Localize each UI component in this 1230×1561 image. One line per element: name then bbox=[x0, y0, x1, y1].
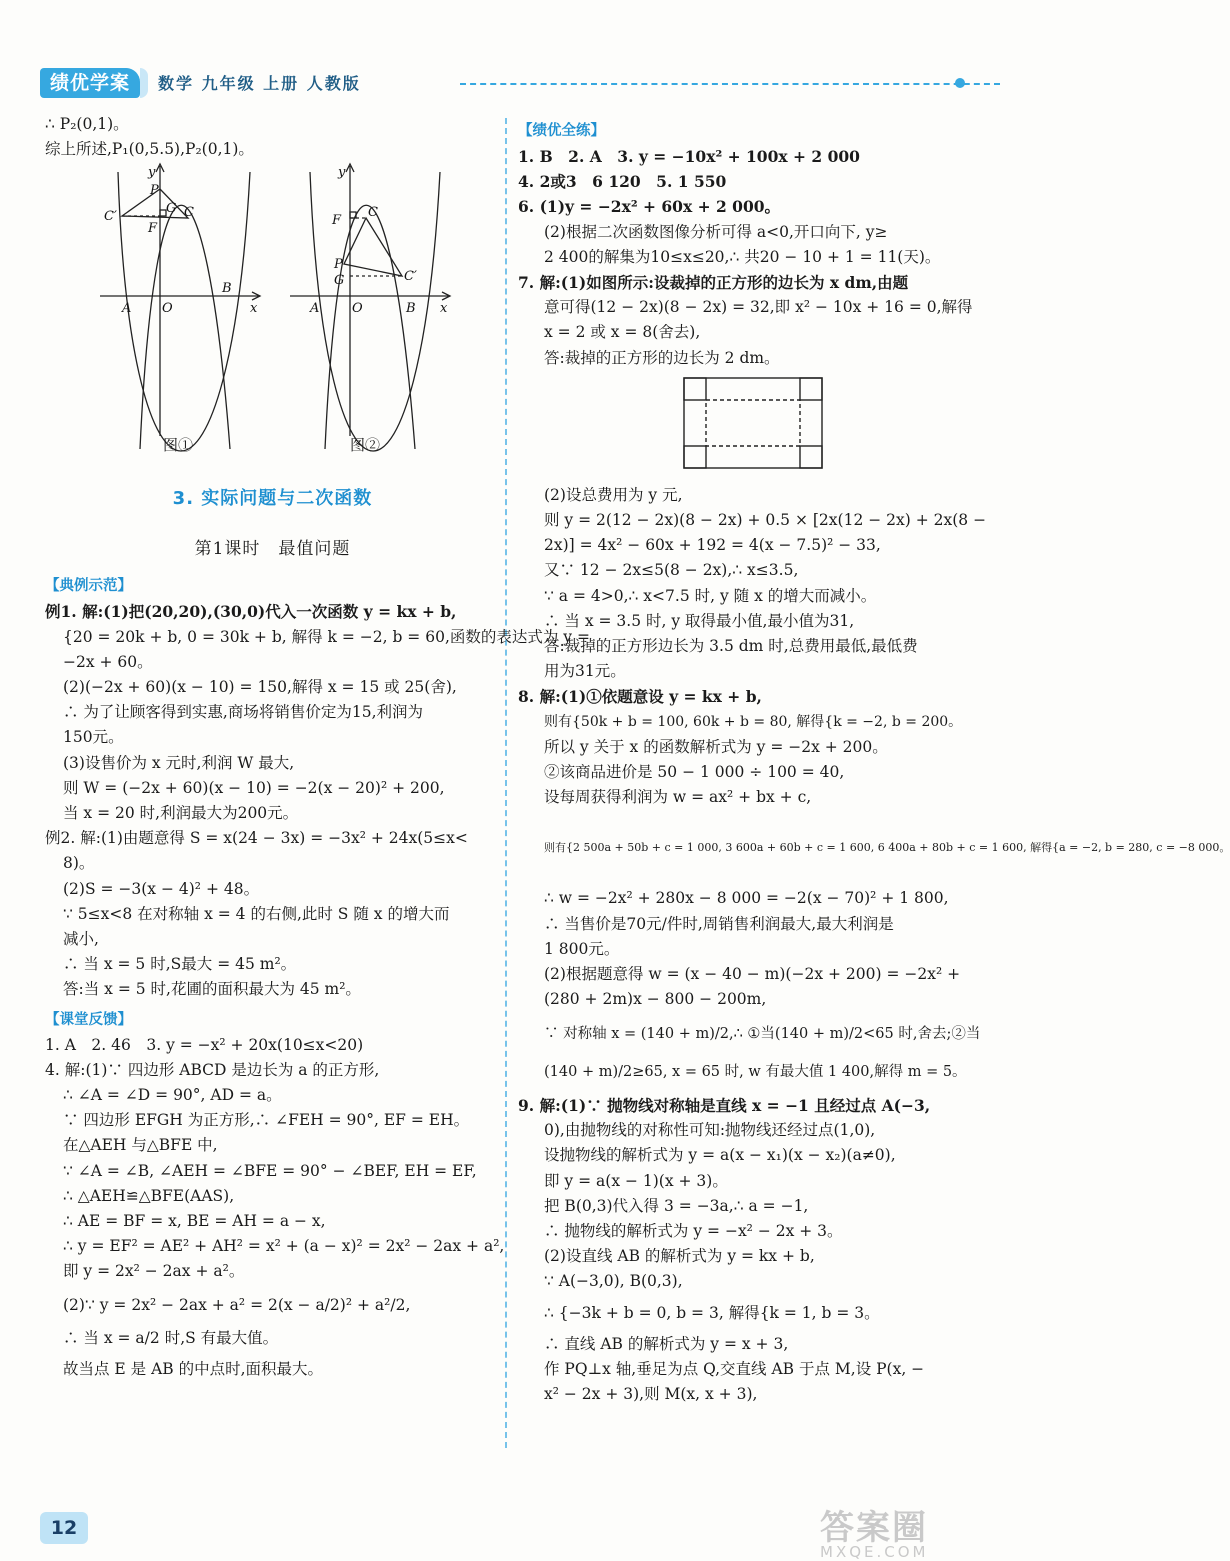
text-line: 答:裁掉的正方形边长为 3.5 dm 时,总费用最低,最低费 bbox=[544, 637, 918, 656]
text-line: 8. 解:(1)①依题意设 y = kx + b, bbox=[518, 687, 762, 707]
text-line: 则有{2 500a + 50b + c = 1 000, 3 600a + 60b + c = 1 600, 6 400a + 80b + c = 1 600, 解得{a = −2, b = 280, c = −8 000。 bbox=[544, 841, 1230, 855]
text-line: (2)∵ y = 2x² − 2ax + a² = 2(x − a/2)² + a²/2, bbox=[63, 1295, 411, 1314]
lesson-title: 第1课时 最值问题 bbox=[194, 539, 351, 560]
text-line: 答:当 x = 5 时,花圃的面积最大为 45 m²。 bbox=[63, 980, 361, 999]
text-line: 则 W = (−2x + 60)(x − 10) = −2(x − 20)² + 200, bbox=[63, 778, 445, 797]
fig2-label: O bbox=[352, 301, 363, 317]
text-line: −2x + 60。 bbox=[63, 652, 153, 671]
text-line: 0),由抛物线的对称性可知:抛物线还经过点(1,0), bbox=[544, 1121, 876, 1140]
text-line: 用为31元。 bbox=[544, 662, 626, 681]
text-line: ∴ ∠A = ∠D = 90°, AD = a。 bbox=[63, 1086, 282, 1105]
fig2-label: C′ bbox=[404, 269, 417, 285]
fig1-label: F bbox=[148, 221, 158, 237]
watermark-text: 答案圈 bbox=[820, 1508, 928, 1548]
fig1-label: y bbox=[148, 165, 156, 181]
text-line: ∴ 当 x = 3.5 时, y 取得最小值,最小值为31, bbox=[544, 611, 855, 630]
fig2-label: y bbox=[338, 165, 346, 181]
text-line: ∴ 当 x = 5 时,S最大 = 45 m²。 bbox=[63, 955, 297, 974]
text-line: 1 800元。 bbox=[544, 939, 620, 958]
header-dot-icon bbox=[955, 78, 965, 88]
text-line: ∴ 为了让顾客得到实惠,商场将销售价定为15,利润为 bbox=[63, 703, 424, 722]
text-line: 8)。 bbox=[63, 854, 95, 873]
text-line: 则 y = 2(12 − 2x)(8 − 2x) + 0.5 × [2x(12 − 2x) + 2x(8 − bbox=[544, 511, 987, 530]
text-line: ∴ 当 x = a/2 时,S 有最大值。 bbox=[63, 1328, 279, 1347]
text-line: ∴ y = EF² = AE² + AH² = x² + (a − x)² = 2x² − 2ax + a², bbox=[63, 1237, 505, 1256]
text-line: (2)设总费用为 y 元, bbox=[544, 485, 683, 504]
fig1-label: O bbox=[162, 301, 173, 317]
text-line: 设每周获得利润为 w = ax² + bx + c, bbox=[544, 788, 812, 807]
text-line: ∴ 直线 AB 的解析式为 y = x + 3, bbox=[544, 1334, 789, 1353]
fig2-label: F bbox=[332, 213, 342, 229]
text-line: ②该商品进价是 50 − 1 000 ÷ 100 = 40, bbox=[544, 763, 845, 782]
text-line: (2)根据二次函数图像分析可得 a<0,开口向下, y≥ bbox=[544, 222, 888, 241]
text-line: 把 B(0,3)代入得 3 = −3a,∴ a = −1, bbox=[544, 1196, 809, 1215]
text-line: (2)(−2x + 60)(x − 10) = 150,解得 x = 15 或 25(舍), bbox=[63, 678, 457, 697]
fig2-label: x bbox=[440, 301, 448, 317]
right-column bbox=[518, 112, 1230, 1407]
text-line: 故当点 E 是 AB 的中点时,面积最大。 bbox=[63, 1360, 324, 1379]
watermark-url: MXQE.COM bbox=[820, 1543, 929, 1561]
text-line: 则有{50k + b = 100, 60k + b = 80, 解得{k = −2, b = 200。 bbox=[544, 713, 963, 730]
text-line: 4. 2或3 6 120 5. 1 550 bbox=[518, 172, 727, 192]
text-line: 6. (1)y = −2x² + 60x + 2 000。 bbox=[518, 197, 781, 217]
text-line: 当 x = 20 时,利润最大为200元。 bbox=[63, 804, 299, 823]
text-line: 综上所述,P₁(0,5.5),P₂(0,1)。 bbox=[45, 140, 254, 159]
figure-1-caption: 图① bbox=[163, 436, 194, 455]
text-line: ∴ 抛物线的解析式为 y = −x² − 2x + 3。 bbox=[544, 1221, 843, 1240]
book-logo: 绩优学案 bbox=[40, 68, 140, 98]
text-line: 意可得(12 − 2x)(8 − 2x) = 32,即 x² − 10x + 16 = 0,解得 bbox=[544, 298, 973, 317]
text-line: ∴ {−3k + b = 0, b = 3, 解得{k = 1, b = 3。 bbox=[544, 1303, 880, 1322]
text-line: 在△AEH 与△BFE 中, bbox=[63, 1136, 218, 1155]
figure-2-parabola bbox=[290, 164, 460, 449]
fig2-label: B bbox=[406, 301, 416, 317]
section-title: 3. 实际问题与二次函数 bbox=[172, 488, 373, 510]
text-line: ∵ ∠A = ∠B, ∠AEH = ∠BFE = 90° − ∠BEF, EH = EF, bbox=[63, 1161, 477, 1180]
text-line: 4. 解:(1)∵ 四边形 ABCD 是边长为 a 的正方形, bbox=[45, 1060, 380, 1079]
text-line: 例1. 解:(1)把(20,20),(30,0)代入一次函数 y = kx + b, bbox=[45, 602, 457, 622]
text-line: (140 + m)/2≥65, x = 65 时, w 有最大值 1 400,解得 m = 5。 bbox=[544, 1063, 967, 1080]
section-label-examples: 【典例示范】 bbox=[45, 578, 132, 595]
fig2-label: G bbox=[334, 273, 345, 289]
cardboard-box-figure bbox=[683, 377, 823, 469]
text-line: ∴ w = −2x² + 280x − 8 000 = −2(x − 70)² + 1 800, bbox=[544, 889, 949, 908]
text-line: 设抛物线的解析式为 y = a(x − x₁)(x − x₂)(a≠0), bbox=[544, 1146, 896, 1165]
text-line: x² − 2x + 3),则 M(x, x + 3), bbox=[544, 1385, 758, 1404]
text-line: ∴ 当售价是70元/件时,周销售利润最大,最大利润是 bbox=[544, 914, 894, 933]
text-line: ∵ 四边形 EFGH 为正方形,∴ ∠FEH = 90°, EF = EH。 bbox=[63, 1111, 470, 1130]
fig2-label: P bbox=[334, 257, 343, 273]
text-line: 150元。 bbox=[63, 728, 124, 747]
text-line: ∵ a = 4>0,∴ x<7.5 时, y 随 x 的增大而减小。 bbox=[544, 586, 877, 605]
fig2-label: A bbox=[310, 301, 320, 317]
text-line: 所以 y 关于 x 的函数解析式为 y = −2x + 200。 bbox=[544, 737, 888, 756]
text-line: ∴ P₂(0,1)。 bbox=[45, 115, 129, 133]
text-line: 又∵ 12 − 2x≤5(8 − 2x),∴ x≤3.5, bbox=[544, 561, 799, 580]
text-line: (3)设售价为 x 元时,利润 W 最大, bbox=[63, 753, 295, 772]
fig1-label: A bbox=[122, 301, 132, 317]
column-divider bbox=[505, 118, 507, 1448]
text-line: (2)设直线 AB 的解析式为 y = kx + b, bbox=[544, 1247, 815, 1266]
text-line: x = 2 或 x = 8(舍去), bbox=[544, 323, 701, 342]
fig1-label: G bbox=[166, 201, 177, 217]
text-line: 9. 解:(1)∵ 抛物线对称轴是直线 x = −1 且经过点 A(−3, bbox=[518, 1095, 931, 1115]
text-line: (280 + 2m)x − 800 − 200m, bbox=[544, 990, 767, 1009]
text-line: 1. A 2. 46 3. y = −x² + 20x(10≤x<20) bbox=[45, 1035, 364, 1054]
text-line: 即 y = 2x² − 2ax + a²。 bbox=[63, 1262, 245, 1281]
section-label-feedback: 【课堂反馈】 bbox=[45, 1011, 132, 1028]
text-line: 例2. 解:(1)由题意得 S = x(24 − 3x) = −3x² + 24x(5≤x< bbox=[45, 829, 468, 848]
section-label-practice: 【绩优全练】 bbox=[518, 123, 605, 139]
fig1-label: x bbox=[250, 301, 258, 317]
text-line: ∴ AE = BF = x, BE = AH = a − x, bbox=[63, 1212, 326, 1231]
fig1-label: P bbox=[150, 183, 159, 199]
text-line: 即 y = a(x − 1)(x + 3)。 bbox=[544, 1171, 728, 1190]
text-line: (2)根据题意得 w = (x − 40 − m)(−2x + 200) = −2x² + bbox=[544, 965, 961, 984]
text-line: 7. 解:(1)如图所示:设裁掉的正方形的边长为 x dm,由题 bbox=[518, 273, 909, 293]
text-line: (2)S = −3(x − 4)² + 48。 bbox=[63, 879, 260, 898]
text-line: ∵ 5≤x<8 在对称轴 x = 4 的右侧,此时 S 随 x 的增大而 bbox=[63, 904, 450, 923]
text-line: {20 = 20k + b, 0 = 30k + b, 解得 k = −2, b = 60,函数的表达式为 y = bbox=[63, 627, 590, 646]
book-subtitle: 数学 九年级 上册 人教版 bbox=[158, 74, 361, 93]
header-dashed-rule bbox=[460, 83, 1000, 85]
text-line: ∵ A(−3,0), B(0,3), bbox=[544, 1272, 683, 1291]
fig2-label: C bbox=[368, 205, 378, 221]
text-line: 2 400的解集为10≤x≤20,∴ 共20 − 10 + 1 = 11(天)。 bbox=[544, 247, 941, 266]
figures bbox=[45, 164, 500, 464]
text-line: ∴ △AEH≌△BFE(AAS), bbox=[63, 1186, 235, 1205]
page-header bbox=[40, 68, 965, 102]
text-line: 减小, bbox=[63, 930, 99, 949]
fig1-label: C bbox=[184, 205, 194, 221]
text-line: 1. B 2. A 3. y = −10x² + 100x + 2 000 bbox=[518, 147, 860, 166]
fig1-label: C′ bbox=[104, 209, 117, 225]
text-line: ∵ 对称轴 x = (140 + m)/2,∴ ①当(140 + m)/2<65 时,舍去;②当 bbox=[544, 1026, 981, 1043]
page-number: 12 bbox=[40, 1512, 88, 1544]
fig1-label: B bbox=[222, 281, 232, 297]
figure-2-caption: 图② bbox=[350, 436, 381, 455]
figure-1-parabola bbox=[100, 164, 270, 449]
text-line: 作 PQ⊥x 轴,垂足为点 Q,交直线 AB 于点 M,设 P(x, − bbox=[544, 1359, 925, 1378]
text-line: 2x)] = 4x² − 60x + 192 = 4(x − 7.5)² − 33, bbox=[544, 536, 881, 555]
text-line: 答:裁掉的正方形的边长为 2 dm。 bbox=[544, 348, 780, 367]
watermark-logo bbox=[820, 1500, 970, 1561]
